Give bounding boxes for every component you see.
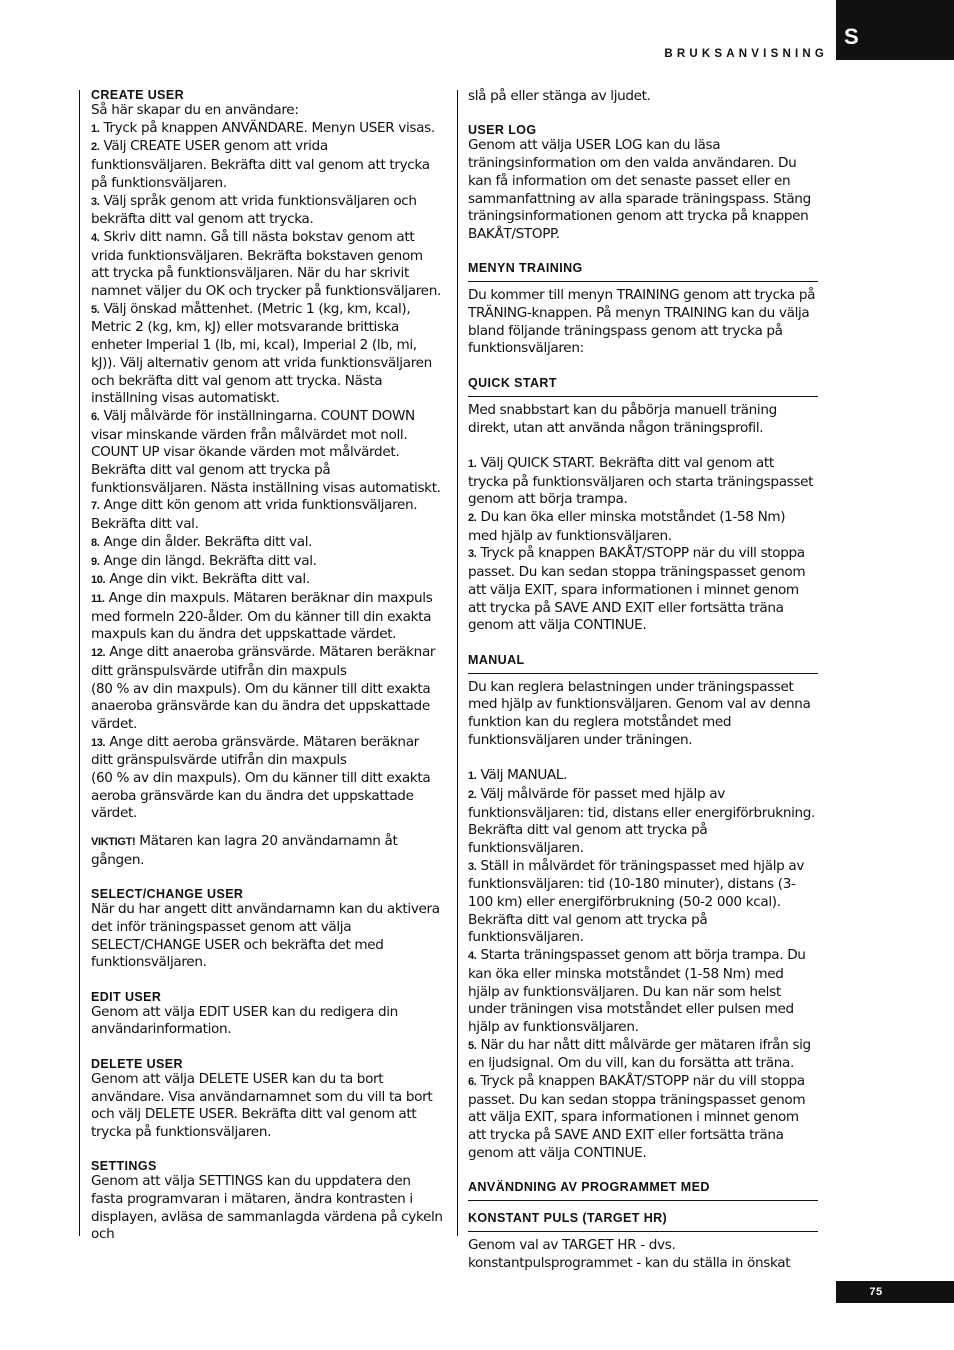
- delete-user-text: Genom att välja DELETE USER kan du ta bort användare. Visa användarnamnet som du vill ta bort och välj DELETE USER. Bekräfta ditt val genom att trycka på funktionsväljaren.: [91, 1070, 433, 1140]
- manual-intro: Du kan reglera belastningen under träningspasset med hjälp av funktionsväljaren. Genom val av denna funktion kan du reglera motståndet med funktionsväljaren under träningen.: [468, 678, 811, 748]
- step-text: Välj MANUAL.: [480, 767, 568, 784]
- step-item: [468, 767, 818, 786]
- step-text: Ange ditt aeroba gränsvärde. Mätaren beräknar ditt gränspulsvärde utifrån din maxpuls (60 % av din maxpuls). Om du känner till ditt exakta aeroba gränsvärde kan du ändra det uppskattade värdet.: [91, 733, 431, 822]
- note-label: VIKTIGT!: [91, 836, 136, 849]
- step-text: När du har nått ditt målvärde ger mätaren ifrån sig en ljudsignal. Om du vill, kan du forsätta att träna.: [468, 1036, 811, 1072]
- step-text: Ange din längd. Bekräfta ditt val.: [103, 552, 317, 569]
- step-item: [468, 1073, 818, 1163]
- step-item: [91, 408, 443, 498]
- note-text: Mätaren kan lagra 20 användarnamn åt gången.: [91, 833, 398, 868]
- step-text: Ange din maxpuls. Mätaren beräknar din maxpuls med formeln 220-ålder. Om du känner till din exakta maxpuls kan du ändra det uppskattade värdet.: [91, 589, 433, 643]
- step-number: 7.: [91, 500, 100, 513]
- step-number: 9.: [91, 555, 100, 568]
- create-user-steps: [91, 120, 443, 823]
- step-item: [91, 301, 443, 408]
- center-column-rule: [457, 90, 458, 1236]
- target-hr-heading-line1: ANVÄNDNING AV PROGRAMMET MED: [468, 1180, 818, 1201]
- step-number: 1.: [91, 122, 100, 135]
- step-number: 2.: [468, 512, 477, 524]
- target-hr-text: Genom val av TARGET HR - dvs. konstantpulsprogrammet - kan du ställa in önskat: [468, 1237, 791, 1271]
- settings-heading: SETTINGS: [91, 1159, 157, 1174]
- step-number: 6.: [468, 1076, 477, 1089]
- quick-start-heading: QUICK START: [468, 376, 818, 397]
- step-number: 5.: [468, 1039, 477, 1052]
- quick-start-steps: [468, 455, 818, 635]
- step-item: [91, 497, 443, 533]
- delete-user-heading: DELETE USER: [91, 1056, 183, 1071]
- step-number: 12.: [91, 647, 106, 660]
- create-user-intro: Så här skapar du en användare:: [91, 102, 299, 118]
- step-number: 11.: [91, 592, 105, 605]
- step-item: [91, 534, 443, 553]
- step-number: 5.: [91, 303, 100, 316]
- step-item: [468, 1037, 818, 1073]
- step-number: 4.: [91, 231, 100, 244]
- left-column-rule: [79, 90, 80, 1236]
- step-text: Välj målvärde för inställningarna. COUNT DOWN visar minskande värden från målvärdet mot noll. COUNT UP visar ökande värden mot målvärdet. Bekräfta ditt val genom att trycka på funktionsväljaren. Nästa inställning visas automatiskt.: [91, 407, 441, 496]
- right-column: [468, 88, 818, 1273]
- step-number: 6.: [91, 410, 100, 423]
- step-number: 1.: [468, 770, 477, 783]
- step-number: 2.: [91, 141, 100, 154]
- step-text: Tryck på knappen ANVÄNDARE. Menyn USER visas.: [103, 119, 435, 136]
- step-number: 10.: [91, 574, 106, 587]
- step-text: Ställ in målvärdet för träningspasset med hjälp av funktionsväljaren: tid (10-180 minuter), distans (3-100 km) eller energiförbrukning (50-2 000 kcal). Bekräfta ditt val genom att trycka på funktionsväljaren.: [468, 857, 805, 946]
- page-number: 75: [836, 1281, 954, 1303]
- step-text: Skriv ditt namn. Gå till nästa bokstav genom att vrida funktionsväljaren. Bekräfta bokstaven genom att trycka på funktionsväljaren. När du har skrivit namnet väljer du OK och trycker på funktionsväljaren.: [91, 228, 441, 300]
- step-item: [91, 193, 443, 229]
- step-text: Ange din ålder. Bekräfta ditt val.: [103, 533, 313, 550]
- step-text: Ange ditt anaeroba gränsvärde. Mätaren beräknar ditt gränspulsvärde utifrån din maxpuls (80 % av din maxpuls). Om du känner till ditt exakta anaeroba gränsvärde kan du ändra det uppskattade värdet.: [91, 644, 436, 732]
- step-text: Välj språk genom att vrida funktionsväljaren och bekräfta ditt val genom att trycka.: [91, 192, 417, 228]
- step-number: 3.: [468, 548, 477, 561]
- select-change-user-heading: SELECT/CHANGE USER: [91, 887, 244, 902]
- section-letter-tab: S: [836, 0, 954, 60]
- edit-user-text: Genom att välja EDIT USER kan du redigera din användarinformation.: [91, 1003, 398, 1038]
- step-item: [468, 545, 818, 635]
- step-number: 2.: [468, 788, 477, 801]
- step-item: [91, 229, 443, 301]
- step-item: [91, 571, 443, 590]
- manual-steps: [468, 767, 818, 1162]
- step-text: Välj målvärde för passet med hjälp av funktionsväljaren: tid, distans eller energiförbrukning. Bekräfta ditt val genom att trycka på funktionsväljaren.: [468, 785, 816, 856]
- step-number: 13.: [91, 736, 106, 749]
- quick-start-intro: Med snabbstart kan du påbörja manuell träning direkt, utan att använda någon träningsprofil.: [468, 401, 777, 436]
- step-text: Välj önskad måttenhet. (Metric 1 (kg, km, kcal), Metric 2 (kg, km, kJ) eller motsvarande brittiska enheter Imperial 1 (lb, mi, kcal), Imperial 2 (lb, mi, kJ)). Välj alternativ genom att vrida funktionsväljaren och bekräfta ditt val genom att trycka. Nästa inställning visas automatiskt.: [91, 300, 432, 407]
- left-column: [91, 88, 443, 1244]
- create-user-heading: CREATE USER: [91, 88, 185, 102]
- step-item: [91, 734, 443, 824]
- step-item: [468, 509, 818, 545]
- user-log-heading: USER LOG: [468, 123, 537, 138]
- note-paragraph: [91, 833, 443, 869]
- step-text: Tryck på knappen BAKÅT/STOPP när du vill stoppa passet. Du kan sedan stoppa träningspasset genom att välja EXIT, spara informationen i minnet genom att trycka på SAVE AND EXIT eller fortsätta träna genom att välja CONTINUE.: [468, 545, 806, 634]
- page-header-title: BRUKSANVISNING: [664, 48, 828, 60]
- step-text: Starta träningspasset genom att börja trampa. Du kan öka eller minska motståndet (1-58 Nm) med hjälp av funktionsväljaren. Du kan när som helst under träningen visa motståndet eller pulsen med hjälp av funktionsväljaren.: [468, 947, 806, 1035]
- step-number: 4.: [468, 950, 477, 963]
- step-item: [468, 455, 818, 509]
- step-number: 1.: [468, 457, 477, 470]
- step-number: 8.: [91, 536, 100, 549]
- select-change-user-text: När du har angett ditt användarnamn kan du aktivera det inför träningspasset genom att välja SELECT/CHANGE USER och bekräfta det med funktionsväljaren.: [91, 901, 440, 971]
- continued-text: slå på eller stänga av ljudet.: [468, 88, 651, 104]
- step-item: [468, 947, 818, 1037]
- step-item: [468, 858, 818, 948]
- step-item: [91, 120, 443, 139]
- settings-text: Genom att välja SETTINGS kan du uppdatera den fasta programvaran i mätaren, ändra kontrasten i displayen, avläsa de sammanlagda värdena på cykeln och: [91, 1173, 443, 1243]
- step-text: Välj CREATE USER genom att vrida funktionsväljaren. Bekräfta ditt val genom att trycka på funktionsväljaren.: [91, 138, 430, 191]
- step-text: Ange ditt kön genom att vrida funktionsväljaren. Bekräfta ditt val.: [91, 497, 418, 533]
- step-item: [468, 786, 818, 858]
- step-item: [91, 138, 443, 192]
- manual-heading: MANUAL: [468, 653, 818, 674]
- step-text: Välj QUICK START. Bekräfta ditt val genom att trycka på funktionsväljaren och starta träningspasset genom att börja trampa.: [468, 454, 814, 508]
- target-hr-heading-line2: KONSTANT PULS (TARGET HR): [468, 1211, 818, 1232]
- step-item: [91, 590, 443, 644]
- edit-user-heading: EDIT USER: [91, 989, 162, 1004]
- step-number: 3.: [91, 195, 100, 208]
- menu-training-heading: MENYN TRAINING: [468, 261, 818, 282]
- menu-training-text: Du kommer till menyn TRAINING genom att trycka på TRÄNING-knappen. På menyn TRAINING kan du välja bland följande träningspass genom att trycka på funktionsväljaren:: [468, 287, 816, 357]
- step-item: [91, 644, 443, 734]
- user-log-text: Genom att välja USER LOG kan du läsa träningsinformation om den valda användaren. Du kan få information om det senaste passet eller en sammanfattning av alla sparade träningspass. Stäng träningsinformationen genom att trycka på knappen BAKÅT/STOPP.: [468, 137, 811, 242]
- step-text: Ange din vikt. Bekräfta ditt val.: [109, 571, 310, 588]
- step-item: [91, 553, 443, 572]
- step-number: 3.: [468, 860, 477, 873]
- step-text: Tryck på knappen BAKÅT/STOPP när du vill stoppa passet. Du kan sedan stoppa träningspasset genom att välja EXIT, spara informationen i minnet genom att trycka på SAVE AND EXIT eller fortsätta träna genom att välja CONTINUE.: [468, 1073, 806, 1161]
- step-text: Du kan öka eller minska motståndet (1-58 Nm) med hjälp av funktionsväljaren.: [468, 509, 786, 544]
